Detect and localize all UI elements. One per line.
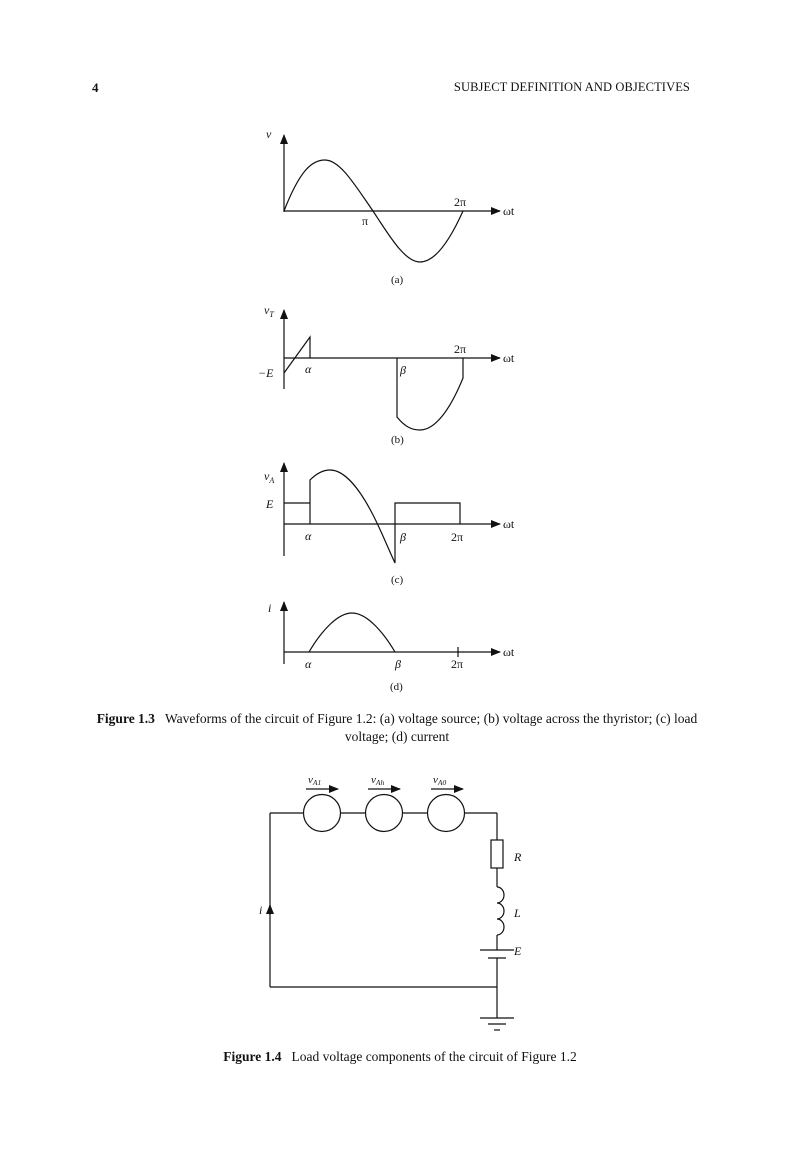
panel-c-label: (c) [391,574,404,586]
panel-a [284,135,500,262]
caption-label: Figure 1.3 [96,711,155,726]
tick-beta: β [400,363,406,377]
label-r: R [514,850,522,864]
label-vah: vAh [371,774,385,787]
tick-beta: β [400,530,406,544]
panel-d [284,602,500,664]
panel-a-x-label: ωt [503,204,515,218]
thyristor-voltage-wave [284,337,463,430]
label-i: i [259,903,263,917]
panel-b-label: (b) [391,434,404,446]
panel-b-x-label: ωt [503,351,515,365]
caption-text: Load voltage components of the circuit of Figure 1.2 [291,1049,577,1064]
source-va0-icon [428,795,465,832]
running-header: SUBJECT DEFINITION AND OBJECTIVES [453,80,690,94]
inductor-icon [497,887,504,935]
tick-beta: β [395,657,401,671]
label-va1: vA1 [308,774,322,787]
caption-text: Waveforms of the circuit of Figure 1.2: (a) voltage source; (b) voltage across the thyristor; (c) load voltage; (d) current [164,711,698,744]
panel-c-y-label: $v_A$ [264,469,275,485]
circuit-diagram [270,789,514,1030]
tick-alpha: α [305,657,312,671]
panel-d-label: (d) [390,681,403,693]
panel-d-x-label: ωt [503,645,515,659]
source-va1-icon [304,795,341,832]
label-l: L [514,906,521,920]
panel-c [284,463,500,563]
tick-2pi: 2π [454,342,467,356]
figure-1-3-caption [88,710,706,746]
panel-d-y-label: i [268,601,272,615]
page-number: 4 [92,80,99,95]
tick-2pi: 2π [451,657,464,671]
panel-a-y-label: v [266,127,272,141]
caption-label: Figure 1.4 [223,1049,282,1064]
tick-pi: π [362,214,369,228]
figure-1-4-caption [150,1048,650,1066]
source-vah-icon [366,795,403,832]
panel-b [284,310,500,430]
label-e: E [514,944,522,958]
panel-c-x-label: ωt [503,517,515,531]
tick-minus-e: −E [258,366,274,380]
tick-2pi: 2π [451,530,464,544]
panel-a-label: (a) [391,274,404,286]
tick-e: E [266,497,274,511]
current-wave [309,613,395,652]
resistor-icon [491,840,503,868]
load-voltage-wave [284,470,460,563]
label-va0: vA0 [433,774,447,787]
tick-2pi: 2π [454,195,467,209]
tick-alpha: α [305,529,312,543]
panel-b-y-label: $v_T$ [264,303,274,319]
tick-alpha: α [305,362,312,376]
